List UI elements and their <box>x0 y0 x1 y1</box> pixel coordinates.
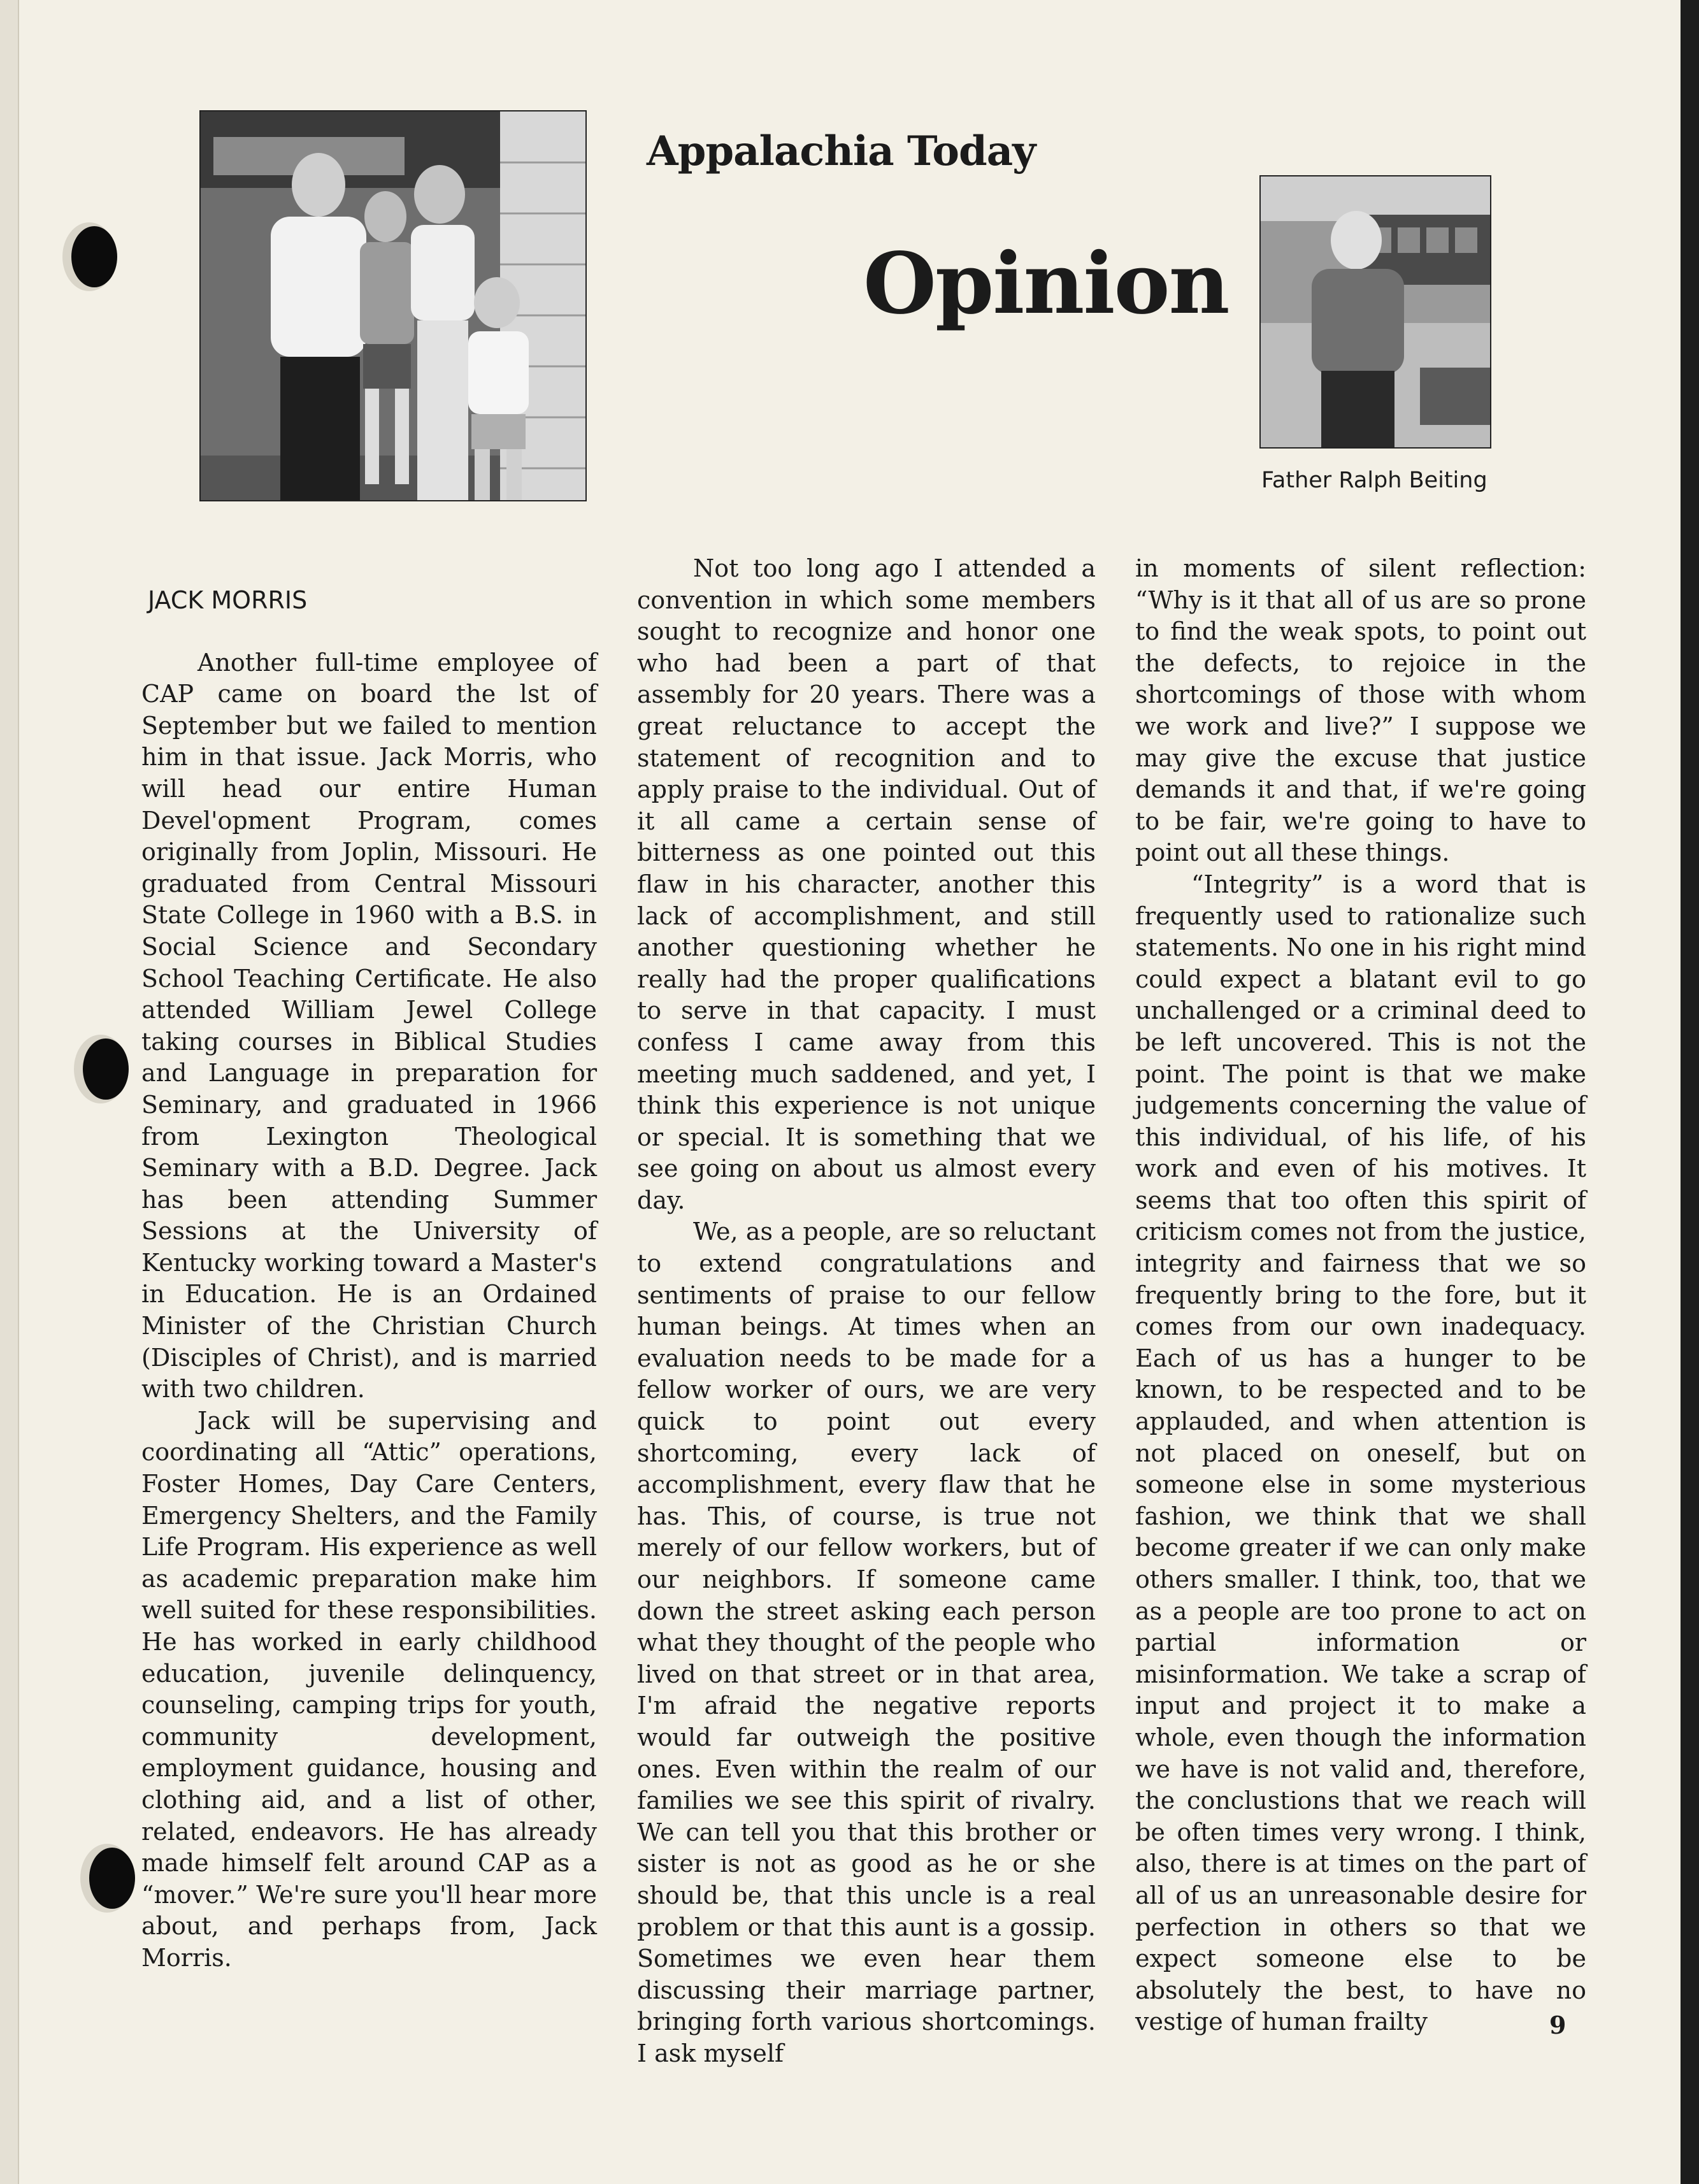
photo-family <box>199 110 587 501</box>
photo-father-ralph-beiting <box>1259 175 1491 449</box>
page-number: 9 <box>1549 2011 1566 2039</box>
section-kicker: Appalachia Today <box>647 127 1036 175</box>
page-title: Opinion <box>863 234 1229 333</box>
family-photo-image <box>201 111 585 500</box>
article-column-3 <box>1135 553 1586 2038</box>
paragraph: We, as a people, are so reluctant to extend congratulations and sentiments of praise to our fellow human beings. At times when an evaluation needs to be made for a fellow worker of ours, we are very quick to point out every shortcoming, every lack of accomplishment, every flaw that he has. This, of course, is true not merely of our fellow workers, but of our neighbors. If someone came down the street asking each person what they thought of the people who lived on that street or in that area, I'm afraid the negative reports would far outweigh the positive ones. Even within the realm of our families we see this spirit of rivalry. We can tell you that this brother or sister is not as good as he or she should be, that this uncle is a real problem or that this aunt is a gossip. Sometimes we even hear them discussing their marriage partner, bringing forth various shortcomings. I ask myself <box>637 1218 1096 2067</box>
paragraph: in moments of silent reflection: “Why is it that all of us are so prone to find the weak spots, to point out the defects, to rejoice in the shortcomings of those with whom we work and live?” I suppose we may give the excuse that justice demands it and that, if we're going to be fair, we're going to have to point out all these things. <box>1135 554 1586 867</box>
paragraph: Another full-time employee of CAP came on board the lst of September but we failed to mention him in that issue. Jack Morris, who will head our entire Human Devel'opment Program, comes originally from Joplin, Missouri. He graduated from Central Missouri State College in 1960 with a B.S. in Social Science and Secondary School Teaching Certificate. He also attended William Jewel College taking courses in Biblical Studies and Language in preparation for Seminary, and graduated in 1966 from Lexington Theological Seminary with a B.D. Degree. Jack has been attending Summer Sessions at the University of Kentucky working toward a Master's in Education. He is an Ordained Minister of the Christian Church (Disciples of Christ), and is married with two children. <box>141 648 597 1404</box>
paragraph: Jack will be supervising and coordinating all “Attic” operations, Foster Homes, Day Care Centers, Emergency Shelters, and the Family Life Program. His experience as well as academic preparation make him well suited for these responsibilities. He has worked in early childhood education, juvenile delinquency, counseling, camping trips for youth, community development, employment guidance, housing and clothing aid, and a list of other, related, endeavors. He has already made himself felt around CAP as a “mover.” We're sure you'll hear more about, and perhaps from, Jack Morris. <box>141 1406 597 1972</box>
punch-hole-middle <box>83 1038 129 1100</box>
paragraph: “Integrity” is a word that is frequently used to rationalize such statements. No one in his right mind could expect a blatant evil to go unchallenged or a criminal deed to be left uncovered. This is not the point. The point is that we make judgements concerning the value of this individual, of his life, of his work and even of his motives. It seems that too often this spirit of criticism comes not from the justice, integrity and fairness that we so frequently bring to the fore, but it comes from our own inadequacy. Each of us has a hunger to be known, to be respected and to be applauded, and when attention is not placed on oneself, but on someone else in some mysterious fashion, we think that we shall become greater if we can only make others smaller. I think, too, that we as a people are too prone to act on partial information or misinformation. We take a scrap of input and project it to make a whole, even though the information we have is not valid and, therefore, the conclustions that we reach will be often times very wrong. I think, also, there is at times on the part of all of us an unreasonable desire for perfection in others so that we expect someone else to be absolutely the best, to have no vestige of human frailty <box>1135 870 1586 2036</box>
punch-hole-bottom <box>89 1848 135 1909</box>
punch-hole-top <box>71 226 117 287</box>
article-column-1 <box>141 553 597 1974</box>
photo-caption: Father Ralph Beiting <box>1261 468 1488 493</box>
paragraph: Not too long ago I attended a convention in which some members sought to recognize and honor one who had been a part of that assembly for 20 years. There was a great reluctance to accept the statement of recognition and to apply praise to the individual. Out of it all came a certain sense of bitterness as one pointed out this flaw in his character, another this lack of accomplishment, and still another questioning whether he really had the proper qualifications to serve in that capacity. I must confess I came away from this meeting much saddened, and yet, I think this experience is not unique or special. It is something that we see going on about us almost every day. <box>637 554 1096 1214</box>
portrait-photo-image <box>1261 176 1490 447</box>
byline-jack-morris: JACK MORRIS <box>148 586 308 614</box>
article-column-2 <box>637 553 1096 2070</box>
binding-edge <box>0 0 19 2184</box>
